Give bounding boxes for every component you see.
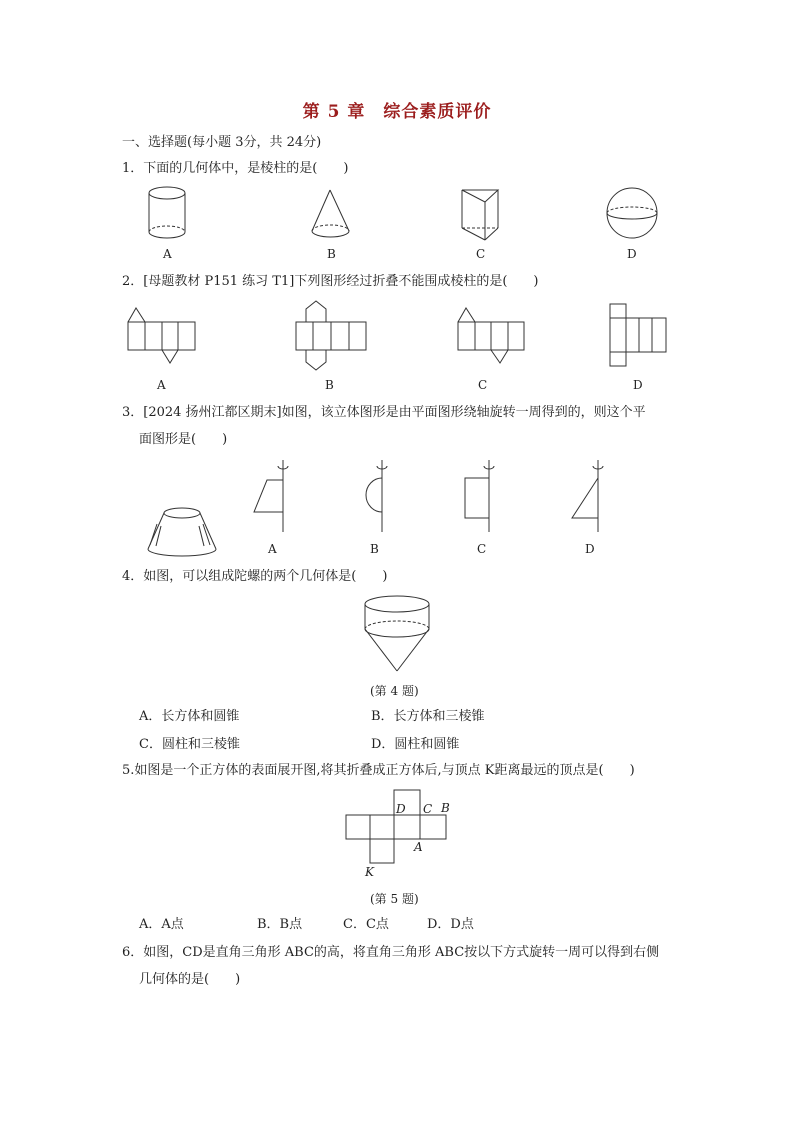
question-5: 5.如图是一个正方体的表面展开图,将其折叠成正方体后,与顶点 K距离最远的顶点是( ): [122, 763, 635, 778]
question-2: 2．[母题教材 P151 练习 T1]下列图形经过折叠不能围成棱柱的是( ): [122, 274, 539, 289]
question-1: 1．下面的几何体中，是棱柱的是( ): [122, 161, 349, 176]
q5-option-c: C．C点: [343, 917, 389, 932]
question-6-line-1: 6．如图，CD是直角三角形 ABC的高，将直角三角形 ABC按以下方式旋转一周可以得到右侧: [122, 945, 660, 960]
q3-label-d: D: [585, 542, 595, 556]
question-6-line-2: 几何体的是( ): [139, 972, 241, 987]
q5-caption: (第 5 题): [370, 892, 419, 906]
q2-label-c: C: [478, 378, 488, 392]
q1-label-c: C: [476, 247, 486, 261]
q3-label-b: B: [370, 542, 379, 556]
section-heading: 一、选择题(每小题 3分，共 24分): [122, 135, 322, 150]
question-4: 4．如图，可以组成陀螺的两个几何体是( ): [122, 569, 388, 584]
q5-option-a: A．A点: [139, 917, 184, 932]
q4-option-c: C．圆柱和三棱锥: [139, 737, 240, 752]
q4-caption: (第 4 题): [370, 684, 419, 698]
cube-net-figure: [346, 790, 446, 863]
question-3-line-2: 面图形是( ): [139, 432, 228, 447]
q4-option-b: B．长方体和三棱锥: [371, 709, 485, 724]
q5-option-d: D．D点: [427, 917, 474, 932]
q5-point-d: D: [396, 802, 406, 816]
q2-label-a: A: [157, 378, 166, 392]
q5-point-k: K: [365, 865, 374, 879]
question-3-line-1: 3．[2024 扬州江都区期末]如图，该立体图形是由平面图形绕轴旋转一周得到的，则这个平: [122, 405, 646, 420]
q5-option-b: B．B点: [257, 917, 303, 932]
q5-point-c: C: [423, 802, 433, 816]
q1-label-b: B: [327, 247, 336, 261]
q1-label-d: D: [627, 247, 637, 261]
q3-label-a: A: [268, 542, 277, 556]
q5-point-b: B: [441, 801, 450, 815]
q3-label-c: C: [477, 542, 487, 556]
page-title: 第 5 章 综合素质评价: [302, 102, 492, 122]
q5-point-a: A: [414, 840, 423, 854]
q2-label-d: D: [633, 378, 643, 392]
q4-option-d: D．圆柱和圆锥: [371, 737, 460, 752]
q1-label-a: A: [163, 247, 172, 261]
q2-label-b: B: [325, 378, 334, 392]
q4-option-a: A．长方体和圆锥: [139, 709, 240, 724]
